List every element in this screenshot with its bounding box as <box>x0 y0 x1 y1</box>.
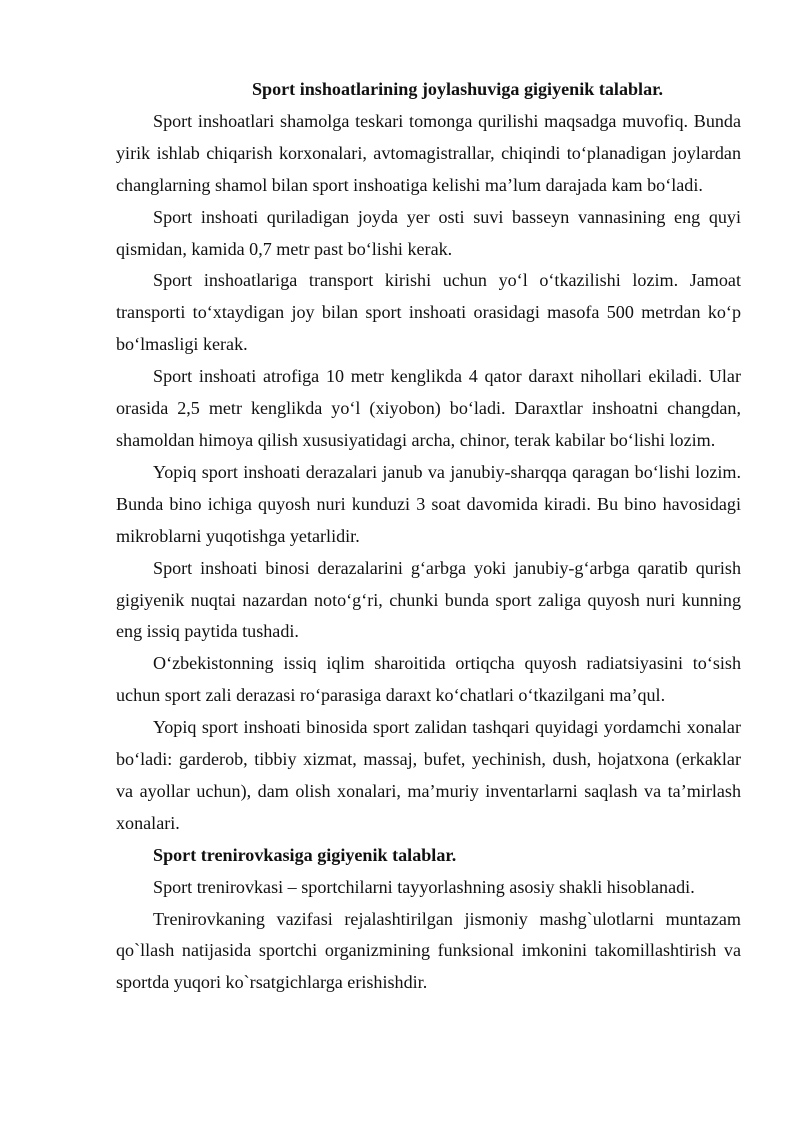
paragraph: O‘zbekistonning issiq iqlim sharoitida ortiqcha quyosh radiatsiyasini to‘sish uchun sport zali derazasi ro‘parasiga daraxt ko‘chatlari o‘tkazilgani ma’qul. <box>116 653 741 706</box>
paragraph: Sport trenirovkasi – sportchilarni tayyorlashning asosiy shakli hisoblanadi. <box>153 876 695 897</box>
section-subheading: Sport trenirovkasiga gigiyenik talablar. <box>153 844 457 865</box>
paragraph: Trenirovkaning vazifasi rejalashtirilgan jismoniy mashg`ulotlarni muntazam qo`llash natijasida sportchi organizmining funksional imkonini takomillashtirish va sportda yuqori ko`rsatgichlarga erishishdir. <box>116 908 741 993</box>
paragraph: Sport inshoatlari shamolga teskari tomonga qurilishi maqsadga muvofiq. Bunda yirik ishlab chiqarish korxonalari, avtomagistrallar, chiqindi to‘planadigan joylardan changlarning shamol bilan sport inshoatiga kelishi ma’lum darajada kam bo‘ladi. <box>116 110 741 195</box>
document-page <box>116 74 741 999</box>
paragraph: Sport inshoati quriladigan joyda yer osti suvi basseyn vannasining eng quyi qismidan, kamida 0,7 metr past bo‘lishi kerak. <box>116 206 741 259</box>
paragraph: Yopiq sport inshoati derazalari janub va janubiy-sharqqa qaragan bo‘lishi lozim. Bunda bino ichiga quyosh nuri kunduzi 3 soat davomida kiradi. Bu bino havosidagi mikroblarni yuqotishga yetarlidir. <box>116 461 741 546</box>
paragraph: Yopiq sport inshoati binosida sport zalidan tashqari quyidagi yordamchi xonalar bo‘ladi: garderob, tibbiy xizmat, massaj, bufet, yechinish, dush, hojatxona (erkaklar va ayollar uchun), dam olish xonalari, ma’muriy inventarlarni saqlash va ta’mirlash xonalari. <box>116 717 741 833</box>
paragraph: Sport inshoatlariga transport kirishi uchun yo‘l o‘tkazilishi lozim. Jamoat transporti to‘xtaydigan joy bilan sport inshoati orasidagi masofa 500 metrdan ko‘p bo‘lmasligi kerak. <box>116 270 741 355</box>
paragraph: Sport inshoati atrofiga 10 metr kenglikda 4 qator daraxt nihollari ekiladi. Ular orasida 2,5 metr kenglikda yo‘l (xiyobon) bo‘ladi. Daraxtlar inshoatni changdan, shamoldan himoya qilish xususiyatidagi archa, chinor, terak kabilar bo‘lishi lozim. <box>116 366 741 450</box>
paragraph: Sport inshoati binosi derazalarini g‘arbga yoki janubiy-g‘arbga qaratib qurish gigiyenik nuqtai nazardan noto‘g‘ri, chunki bunda sport zaliga quyosh nuri kunning eng issiq paytida tushadi. <box>116 557 741 642</box>
document-title: Sport inshoatlarining joylashuviga gigiyenik talablar. <box>251 79 664 99</box>
